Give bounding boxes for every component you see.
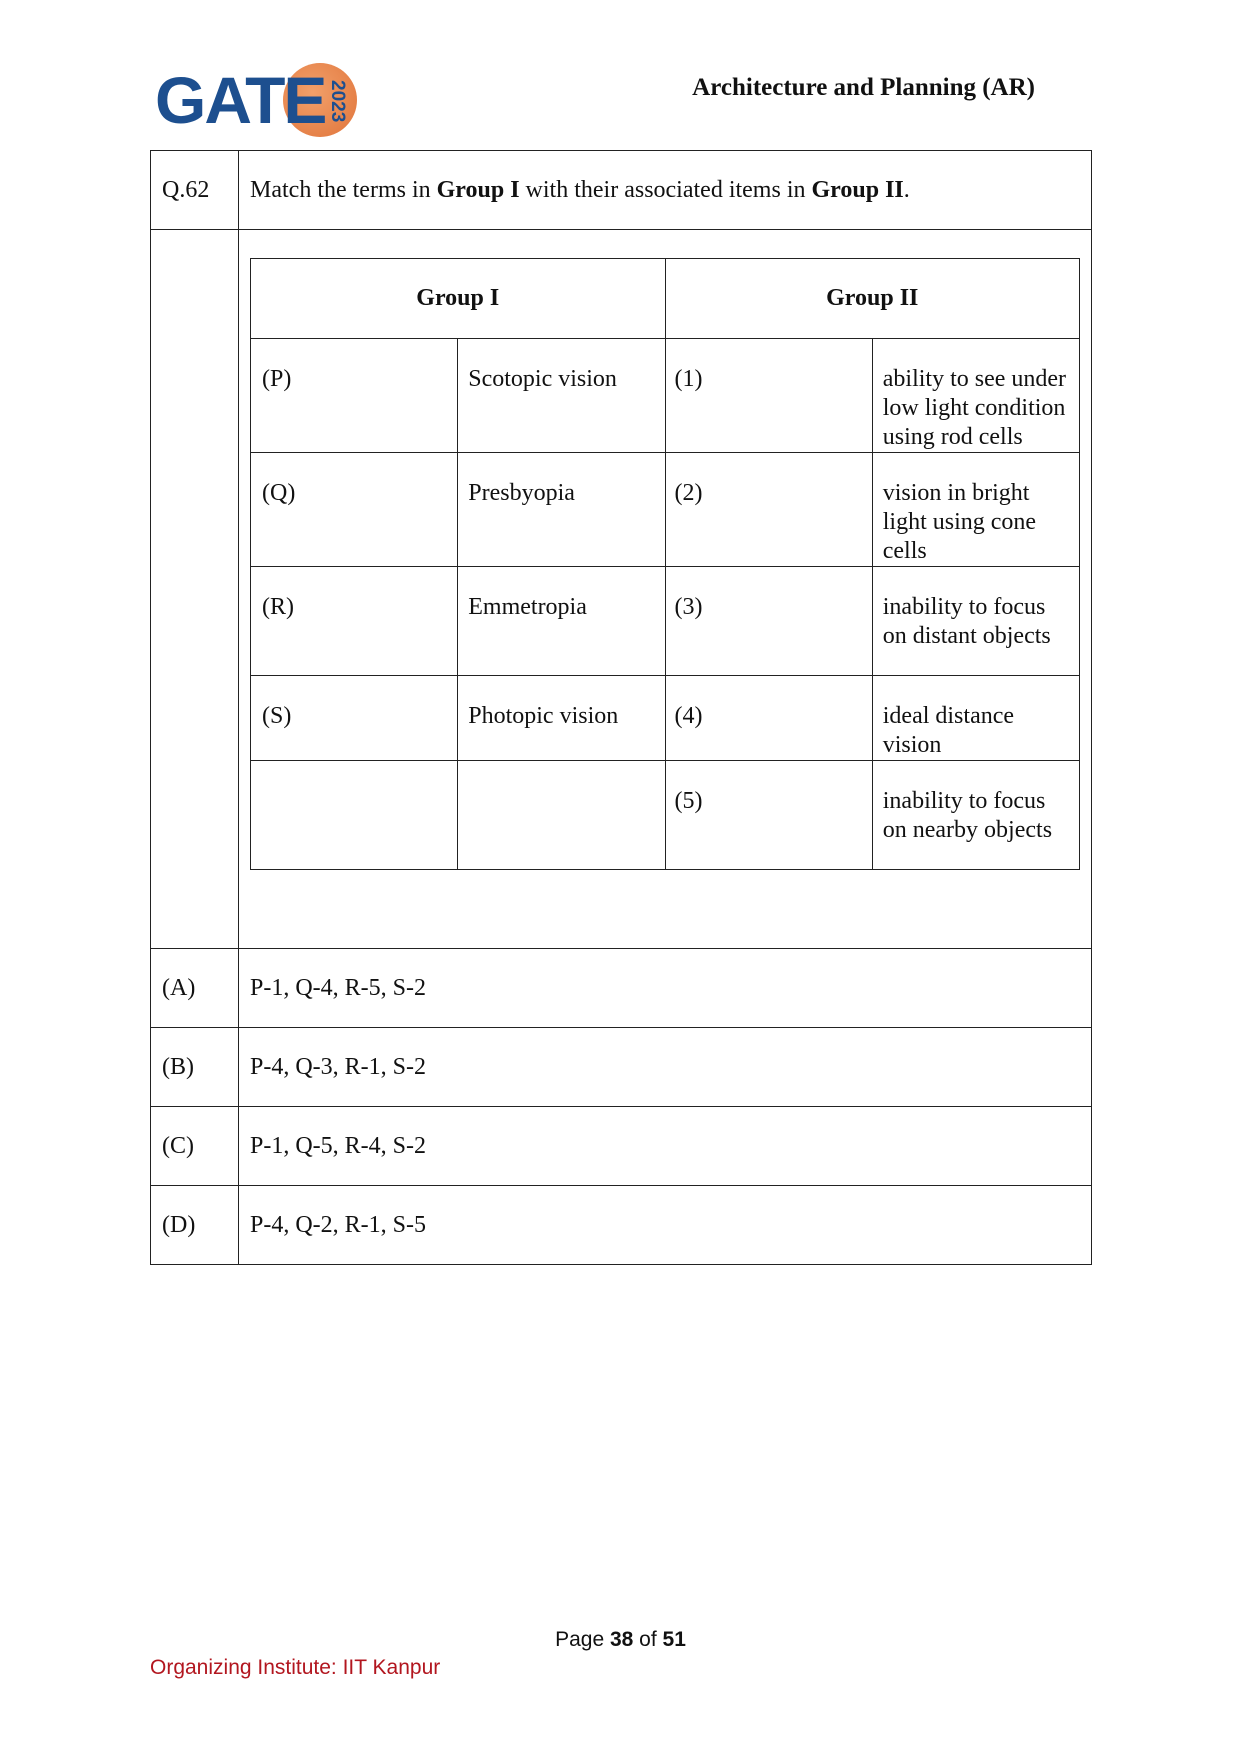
stem-text: . (903, 176, 910, 203)
subject-title: Architecture and Planning (AR) (692, 74, 1035, 101)
option-row (151, 949, 1092, 1028)
page-total: 51 (662, 1628, 686, 1651)
item: inability to focus on nearby objects (872, 761, 1079, 870)
group1-header: Group I (251, 259, 666, 339)
stem-text: with their associated items in (519, 176, 812, 203)
item: ability to see under low light condition using rod cells (872, 339, 1079, 453)
term-tag: (P) (251, 339, 458, 453)
term-tag: (R) (251, 567, 458, 676)
match-cell (239, 230, 1092, 949)
question-number: Q.62 (151, 151, 239, 230)
logo-year: 2023 (327, 79, 348, 123)
match-row (251, 339, 1080, 453)
page-current: 38 (609, 1628, 634, 1651)
option-text: P-4, Q-3, R-1, S-2 (239, 1028, 1092, 1107)
term: Photopic vision (458, 676, 665, 761)
item-tag: (1) (665, 339, 872, 453)
term: Scotopic vision (458, 339, 665, 453)
option-label: (A) (151, 949, 239, 1028)
item: ideal distance vision (872, 676, 1079, 761)
option-row (151, 1186, 1092, 1265)
option-label: (C) (151, 1107, 239, 1186)
term: Emmetropia (458, 567, 665, 676)
group2-header: Group II (665, 259, 1080, 339)
page-prefix: Page (555, 1628, 610, 1651)
item: inability to focus on distant objects (872, 567, 1079, 676)
page-number (0, 1628, 1241, 1652)
term-tag: (Q) (251, 453, 458, 567)
match-row (251, 761, 1080, 870)
option-row (151, 1107, 1092, 1186)
item-tag: (2) (665, 453, 872, 567)
question-table (150, 150, 1092, 1265)
option-text: P-1, Q-5, R-4, S-2 (239, 1107, 1092, 1186)
option-text: P-1, Q-4, R-5, S-2 (239, 949, 1092, 1028)
option-label: (B) (151, 1028, 239, 1107)
question-stem (239, 151, 1092, 230)
match-table (250, 258, 1080, 870)
item-tag: (4) (665, 676, 872, 761)
page-of: of (633, 1628, 663, 1651)
item-tag: (3) (665, 567, 872, 676)
stem-group1: Group I (436, 176, 520, 203)
question-row (151, 151, 1092, 230)
term-tag (251, 761, 458, 870)
stem-text: Match the terms in (250, 176, 437, 203)
organizing-institute: Organizing Institute: IIT Kanpur (150, 1656, 441, 1679)
match-row (251, 453, 1080, 567)
match-row (251, 567, 1080, 676)
match-row-container (151, 230, 1092, 949)
blank-label-cell (151, 230, 239, 949)
term: Presbyopia (458, 453, 665, 567)
option-text: P-4, Q-2, R-1, S-5 (239, 1186, 1092, 1265)
option-row (151, 1028, 1092, 1107)
match-row (251, 676, 1080, 761)
item: vision in bright light using cone cells (872, 453, 1079, 567)
logo-text: GATE (155, 63, 326, 137)
term (458, 761, 665, 870)
gate-logo (155, 60, 365, 140)
stem-group2: Group II (811, 176, 904, 203)
item-tag: (5) (665, 761, 872, 870)
term-tag: (S) (251, 676, 458, 761)
option-label: (D) (151, 1186, 239, 1265)
